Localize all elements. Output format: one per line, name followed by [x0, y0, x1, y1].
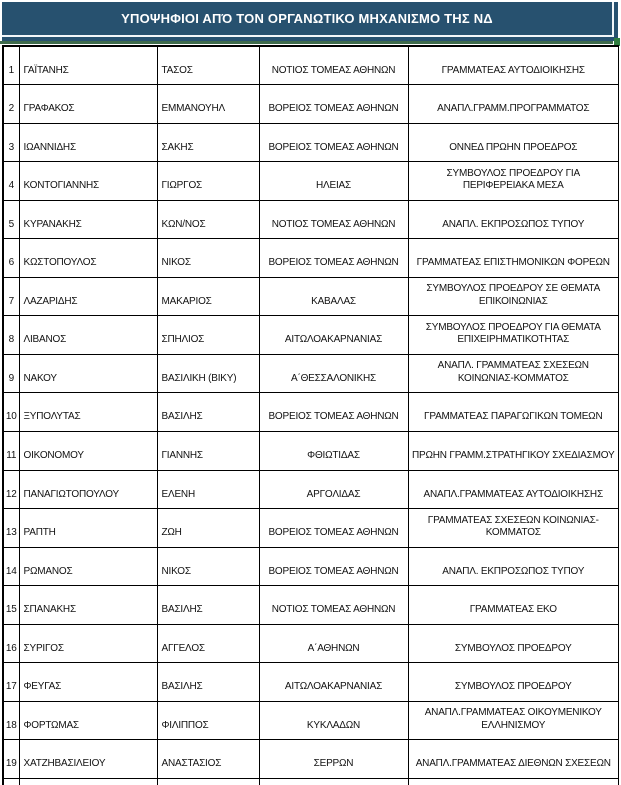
surname-cell: ΚΩΣΤΟΠΟΥΛΟΣ	[19, 239, 157, 278]
region-cell: ΒΟΡΕΙΟΣ ΤΟΜΕΑΣ ΑΘΗΝΩΝ	[259, 239, 408, 278]
accent-underline	[0, 41, 613, 44]
candidates-table-container	[2, 45, 619, 785]
surname-cell: ΙΩΑΝΝΙΔΗΣ	[19, 123, 157, 162]
region-cell: ΣΕΡΡΩΝ	[259, 740, 408, 779]
candidates-table	[2, 45, 619, 785]
row-number-cell: 5	[3, 200, 19, 239]
region-cell: ΑΙΤΩΛΟΑΚΑΡΝΑΝΙΑΣ	[259, 316, 408, 355]
surname-cell: ΧΑΤΖΗΒΑΣΙΛΕΙΟΥ	[19, 740, 157, 779]
first-name-cell: ΤΑΣΟΣ	[157, 46, 259, 85]
first-name-cell: ΓΙΑΝΝΗΣ	[157, 431, 259, 470]
row-number-cell: 4	[3, 162, 19, 201]
surname-cell: ΦΟΡΤΩΜΑΣ	[19, 701, 157, 740]
region-cell: ΝΟΤΙΟΣ ΤΟΜΕΑΣ ΑΘΗΝΩΝ	[259, 46, 408, 85]
row-number-cell: 18	[3, 701, 19, 740]
title-banner-inner	[2, 2, 614, 37]
surname-cell: ΣΠΑΝΑΚΗΣ	[19, 586, 157, 625]
first-name-cell: ΣΑΚΗΣ	[157, 123, 259, 162]
table-row	[3, 393, 619, 432]
region-cell: Α΄ΘΕΣΣΑΛΟΝΙΚΗΣ	[259, 354, 408, 393]
table-row	[3, 470, 619, 509]
position-cell: ΣΥΜΒΟΥΛΟΣ ΠΡΟΕΔΡΟΥ	[408, 624, 619, 663]
region-cell-empty	[259, 778, 408, 785]
region-cell: ΒΟΡΕΙΟΣ ΤΟΜΕΑΣ ΑΘΗΝΩΝ	[259, 393, 408, 432]
first-name-cell: ΕΜΜΑΝΟΥΗΛ	[157, 85, 259, 124]
row-number-cell: 15	[3, 586, 19, 625]
first-name-cell: ΒΑΣΙΛΗΣ	[157, 663, 259, 702]
region-cell: ΝΟΤΙΟΣ ΤΟΜΕΑΣ ΑΘΗΝΩΝ	[259, 200, 408, 239]
first-name-cell: ΝΙΚΟΣ	[157, 547, 259, 586]
row-number-cell: 14	[3, 547, 19, 586]
table-row	[3, 162, 619, 201]
first-name-cell: ΖΩΗ	[157, 509, 259, 548]
table-row	[3, 547, 619, 586]
row-number-cell: 10	[3, 393, 19, 432]
page-title: ΥΠΟΨΗΦΙΟΙ ΑΠΌ ΤΟΝ ΟΡΓΑΝΩΤΙΚΟ ΜΗΧΑΝΙΣΜΟ ΤΗΣ ΝΔ	[121, 11, 493, 26]
table-row	[3, 431, 619, 470]
region-cell: ΦΘΙΩΤΙΔΑΣ	[259, 431, 408, 470]
row-number-cell: 1	[3, 46, 19, 85]
position-cell: ΓΡΑΜΜΑΤΕΑΣ ΣΧΕΣΕΩΝ ΚΟΙΝΩΝΙΑΣ-ΚΟΜΜΑΤΟΣ	[408, 509, 619, 548]
row-number-cell: 17	[3, 663, 19, 702]
table-row	[3, 701, 619, 740]
title-banner	[2, 2, 618, 41]
table-row	[3, 239, 619, 278]
region-cell: ΚΑΒΑΛΑΣ	[259, 277, 408, 316]
table-row	[3, 586, 619, 625]
region-cell: ΒΟΡΕΙΟΣ ΤΟΜΕΑΣ ΑΘΗΝΩΝ	[259, 85, 408, 124]
surname-cell: ΓΡΑΦΑΚΟΣ	[19, 85, 157, 124]
first-name-cell: ΜΑΚΑΡΙΟΣ	[157, 277, 259, 316]
region-cell: ΑΡΓΟΛΙΔΑΣ	[259, 470, 408, 509]
table-row	[3, 277, 619, 316]
surname-cell: ΞΥΠΟΛΥΤΑΣ	[19, 393, 157, 432]
region-cell: Α΄ΑΘΗΝΩΝ	[259, 624, 408, 663]
row-number-cell: 8	[3, 316, 19, 355]
region-cell: ΚΥΚΛΑΔΩΝ	[259, 701, 408, 740]
row-number-cell: 2	[3, 85, 19, 124]
region-cell: ΗΛΕΙΑΣ	[259, 162, 408, 201]
table-row	[3, 624, 619, 663]
table-row	[3, 123, 619, 162]
table-row	[3, 663, 619, 702]
row-number-cell: 13	[3, 509, 19, 548]
table-row	[3, 740, 619, 779]
position-cell: ΓΡΑΜΜΑΤΕΑΣ ΠΑΡΑΓΩΓΙΚΩΝ ΤΟΜΕΩΝ	[408, 393, 619, 432]
position-cell: ΣΥΜΒΟΥΛΟΣ ΠΡΟΕΔΡΟΥ ΓΙΑ ΠΕΡΙΦΕΡΕΙΑΚΑ ΜΕΣΑ	[408, 162, 619, 201]
first-name-cell: ΒΑΣΙΛΗΣ	[157, 393, 259, 432]
position-cell: ΣΥΜΒΟΥΛΟΣ ΠΡΟΕΔΡΟΥ ΓΙΑ ΘΕΜΑΤΑ ΕΠΙΧΕΙΡΗΜΑΤΙΚΟΤΗΤΑΣ	[408, 316, 619, 355]
first-name-cell: ΑΓΓΕΛΟΣ	[157, 624, 259, 663]
surname-cell: ΠΑΝΑΓΙΩΤΟΠΟΥΛΟΥ	[19, 470, 157, 509]
first-name-cell: ΣΠΗΛΙΟΣ	[157, 316, 259, 355]
region-cell: ΒΟΡΕΙΟΣ ΤΟΜΕΑΣ ΑΘΗΝΩΝ	[259, 123, 408, 162]
region-cell: ΒΟΡΕΙΟΣ ΤΟΜΕΑΣ ΑΘΗΝΩΝ	[259, 547, 408, 586]
surname-cell: ΚΟΝΤΟΓΙΑΝΝΗΣ	[19, 162, 157, 201]
position-cell-empty	[408, 778, 619, 785]
row-number-cell: 7	[3, 277, 19, 316]
table-row	[3, 354, 619, 393]
position-cell: ΑΝΑΠΛ. ΕΚΠΡΟΣΩΠΟΣ ΤΥΠΟΥ	[408, 547, 619, 586]
surname-cell-empty	[19, 778, 157, 785]
row-number-cell: 9	[3, 354, 19, 393]
partial-empty-row	[3, 778, 619, 785]
position-cell: ΑΝΑΠΛ.ΓΡΑΜΜ.ΠΡΟΓΡΑΜΜΑΤΟΣ	[408, 85, 619, 124]
row-number-cell: 11	[3, 431, 19, 470]
first-name-cell: ΦΙΛΙΠΠΟΣ	[157, 701, 259, 740]
surname-cell: ΡΑΠΤΗ	[19, 509, 157, 548]
row-number-cell: 6	[3, 239, 19, 278]
position-cell: ΣΥΜΒΟΥΛΟΣ ΠΡΟΕΔΡΟΥ ΣΕ ΘΕΜΑΤΑ ΕΠΙΚΟΙΝΩΝΙΑΣ	[408, 277, 619, 316]
row-number-cell-empty	[3, 778, 19, 785]
first-name-cell: ΒΑΣΙΛΗΣ	[157, 586, 259, 625]
surname-cell: ΓΑΪΤΑΝΗΣ	[19, 46, 157, 85]
region-cell: ΒΟΡΕΙΟΣ ΤΟΜΕΑΣ ΑΘΗΝΩΝ	[259, 509, 408, 548]
surname-cell: ΝΑΚΟΥ	[19, 354, 157, 393]
first-name-cell: ΝΙΚΟΣ	[157, 239, 259, 278]
table-row	[3, 46, 619, 85]
position-cell: ΠΡΩΗΝ ΓΡΑΜΜ.ΣΤΡΑΤΗΓΙΚΟΥ ΣΧΕΔΙΑΣΜΟΥ	[408, 431, 619, 470]
position-cell: ΟΝΝΕΔ ΠΡΩΗΝ ΠΡΟΕΔΡΟΣ	[408, 123, 619, 162]
first-name-cell: ΑΝΑΣΤΑΣΙΟΣ	[157, 740, 259, 779]
position-cell: ΑΝΑΠΛ.ΓΡΑΜΜΑΤΕΑΣ ΔΙΕΘΝΩΝ ΣΧΕΣΕΩΝ	[408, 740, 619, 779]
first-name-cell-empty	[157, 778, 259, 785]
position-cell: ΣΥΜΒΟΥΛΟΣ ΠΡΟΕΔΡΟΥ	[408, 663, 619, 702]
row-number-cell: 12	[3, 470, 19, 509]
position-cell: ΑΝΑΠΛ. ΕΚΠΡΟΣΩΠΟΣ ΤΥΠΟΥ	[408, 200, 619, 239]
row-number-cell: 19	[3, 740, 19, 779]
table-row	[3, 316, 619, 355]
position-cell: ΓΡΑΜΜΑΤΕΑΣ ΕΚΟ	[408, 586, 619, 625]
position-cell: ΓΡΑΜΜΑΤΕΑΣ ΑΥΤΟΔΙΟΙΚΗΣΗΣ	[408, 46, 619, 85]
position-cell: ΓΡΑΜΜΑΤΕΑΣ ΕΠΙΣΤΗΜΟΝΙΚΩΝ ΦΟΡΕΩΝ	[408, 239, 619, 278]
position-cell: ΑΝΑΠΛ.ΓΡΑΜΜΑΤΕΑΣ ΟΙΚΟΥΜΕΝΙΚΟΥ ΕΛΛΗΝΙΣΜΟΥ	[408, 701, 619, 740]
row-number-cell: 3	[3, 123, 19, 162]
region-cell: ΑΙΤΩΛΟΑΚΑΡΝΑΝΙΑΣ	[259, 663, 408, 702]
table-row	[3, 200, 619, 239]
region-cell: ΝΟΤΙΟΣ ΤΟΜΕΑΣ ΑΘΗΝΩΝ	[259, 586, 408, 625]
position-cell: ΑΝΑΠΛ.ΓΡΑΜΜΑΤΕΑΣ ΑΥΤΟΔΙΟΙΚΗΣΗΣ	[408, 470, 619, 509]
first-name-cell: ΒΑΣΙΛΙΚΗ (ΒΙΚΥ)	[157, 354, 259, 393]
surname-cell: ΚΥΡΑΝΑΚΗΣ	[19, 200, 157, 239]
surname-cell: ΛΙΒΑΝΟΣ	[19, 316, 157, 355]
surname-cell: ΡΩΜΑΝΟΣ	[19, 547, 157, 586]
first-name-cell: ΚΩΝ/ΝΟΣ	[157, 200, 259, 239]
table-row	[3, 509, 619, 548]
surname-cell: ΣΥΡΙΓΟΣ	[19, 624, 157, 663]
candidates-table-body	[3, 46, 619, 785]
surname-cell: ΦΕΥΓΑΣ	[19, 663, 157, 702]
table-row	[3, 85, 619, 124]
first-name-cell: ΓΙΩΡΓΟΣ	[157, 162, 259, 201]
surname-cell: ΟΙΚΟΝΟΜΟΥ	[19, 431, 157, 470]
surname-cell: ΛΑΖΑΡΙΔΗΣ	[19, 277, 157, 316]
row-number-cell: 16	[3, 624, 19, 663]
position-cell: ΑΝΑΠΛ. ΓΡΑΜΜΑΤΕΑΣ ΣΧΕΣΕΩΝ ΚΟΙΝΩΝΙΑΣ-ΚΟΜΜΑΤΟΣ	[408, 354, 619, 393]
first-name-cell: ΕΛΕΝΗ	[157, 470, 259, 509]
